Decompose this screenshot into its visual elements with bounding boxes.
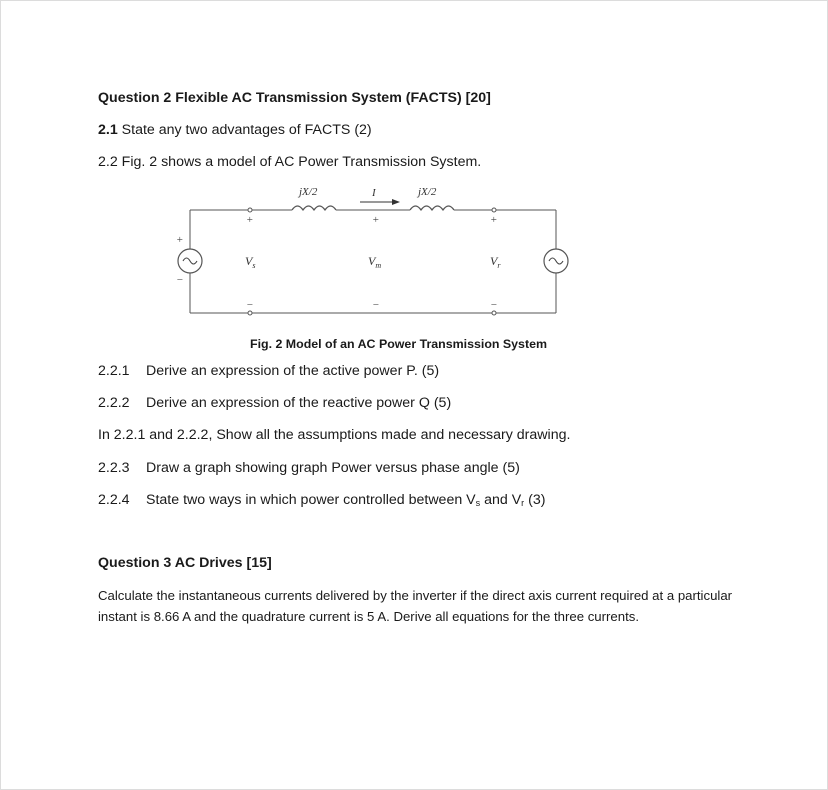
question-2-2-4: [98, 492, 545, 508]
terminal: [248, 208, 252, 212]
inductor-right: [410, 206, 454, 210]
inductor-left: [292, 206, 336, 210]
impedance-left-label: jX/2: [299, 186, 318, 198]
item-text-a: State two ways in which power controlled between V: [146, 492, 476, 508]
question-2-2-3: [98, 460, 520, 476]
vm-minus: −: [372, 299, 380, 311]
impedance-right-label: jX/2: [418, 186, 437, 198]
item-text: Derive an expression of the active power P. (5): [146, 363, 440, 379]
item-text: Draw a graph showing graph Power versus phase angle (5): [146, 460, 520, 476]
item-number: 2.2.4: [98, 492, 130, 508]
item-text-b: and V: [480, 492, 522, 508]
item-text-c: (3): [524, 492, 546, 508]
vr-plus: +: [490, 214, 498, 226]
source-left-minus: −: [176, 274, 184, 286]
item-number: 2.2.2: [98, 395, 130, 411]
terminal: [248, 311, 252, 315]
item-text: Derive an expression of the reactive power Q (5): [146, 395, 452, 411]
question-2-1: [98, 122, 372, 138]
question-2-2-2: [98, 395, 451, 411]
sub-s: s: [475, 498, 481, 508]
question-3-body: Calculate the instantaneous currents delivered by the inverter if the direct axis current required at a particular instant is 8.66 A and the quadrature current is 5 A. Derive all equations for the three currents.: [98, 588, 733, 624]
current-arrow: [360, 199, 400, 205]
assumptions-note: In 2.2.1 and 2.2.2, Show all the assumptions made and necessary drawing.: [98, 427, 571, 443]
source-left-plus: +: [176, 234, 184, 246]
source-left-icon: [178, 249, 202, 273]
item-number: 2.2.3: [98, 460, 130, 476]
figure-caption: Fig. 2 Model of an AC Power Transmission System: [250, 337, 547, 351]
question-2-2-1: [98, 363, 439, 379]
vm-plus: +: [372, 214, 380, 226]
vr-label: $V_r$: [490, 254, 501, 270]
sub-r: r: [521, 498, 525, 508]
vr-minus: −: [490, 299, 498, 311]
item-number: 2.2.1: [98, 363, 130, 379]
vm-label: $V_m$: [368, 254, 382, 270]
terminal: [492, 208, 496, 212]
question-2-title: Question 2 Flexible AC Transmission System (FACTS) [20]: [98, 90, 491, 106]
question-2-1-text: State any two advantages of FACTS (2): [117, 122, 372, 138]
vs-plus: +: [246, 214, 254, 226]
vs-label: $V_s$: [245, 254, 256, 270]
question-3-title: Question 3 AC Drives [15]: [98, 555, 272, 571]
source-right-icon: [544, 249, 568, 273]
question-2-2: 2.2 Fig. 2 shows a model of AC Power Transmission System.: [98, 154, 482, 170]
terminal: [492, 311, 496, 315]
current-label: I: [372, 187, 376, 199]
vs-minus: −: [246, 299, 254, 311]
question-2-1-number: 2.1: [98, 122, 118, 138]
circuit-diagram: [0, 183, 828, 323]
